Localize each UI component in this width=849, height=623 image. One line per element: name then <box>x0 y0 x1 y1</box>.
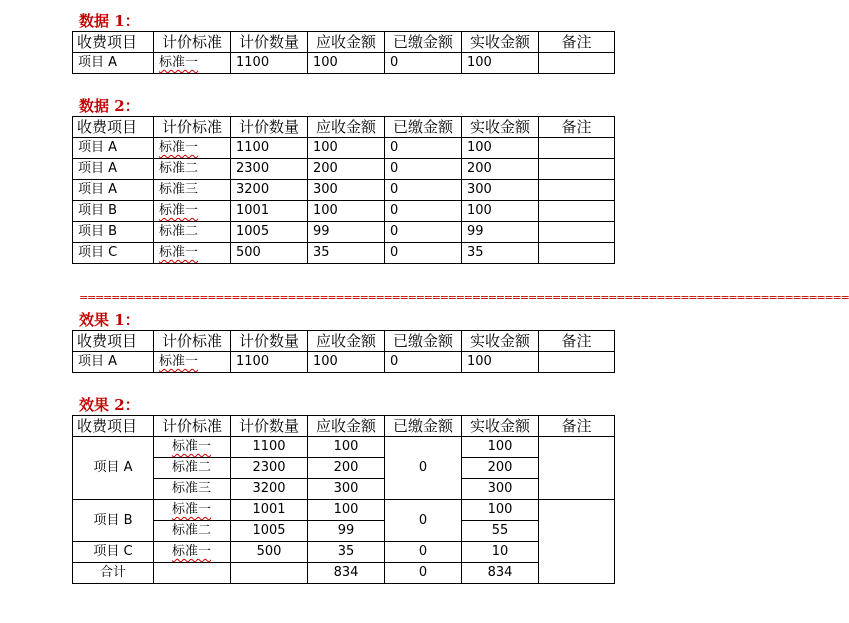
table-row <box>73 201 615 222</box>
header-cell: 应收金额 <box>308 117 385 138</box>
cell-standard: 标准二 <box>154 222 231 243</box>
cell-standard: 标准一 <box>154 437 231 458</box>
effect2-label: 效果 2： <box>79 396 140 414</box>
effect2-table <box>72 415 615 584</box>
cell-item: 项目 A <box>73 138 154 159</box>
table-row <box>73 458 615 479</box>
cell-paid-merged: 0 <box>385 500 462 542</box>
header-cell: 计价数量 <box>231 331 308 352</box>
cell-item: 项目 C <box>73 542 154 563</box>
cell-due: 100 <box>308 201 385 222</box>
header-cell: 计价标准 <box>154 416 231 437</box>
cell-quantity: 3200 <box>231 479 308 500</box>
cell-quantity: 1100 <box>231 138 308 159</box>
cell-due: 300 <box>308 180 385 201</box>
cell-paid: 0 <box>385 138 462 159</box>
cell-standard: 标准一 <box>154 352 231 373</box>
cell-note <box>539 53 615 74</box>
cell-actual: 100 <box>462 500 539 521</box>
header-cell: 已缴金额 <box>385 416 462 437</box>
cell-standard: 标准二 <box>154 159 231 180</box>
cell-quantity <box>231 563 308 584</box>
cell-due: 200 <box>308 458 385 479</box>
header-cell: 计价数量 <box>231 416 308 437</box>
header-cell: 实收金额 <box>462 416 539 437</box>
header-cell: 已缴金额 <box>385 117 462 138</box>
cell-standard: 标准二 <box>154 521 231 542</box>
cell-paid-merged: 0 <box>385 437 462 500</box>
cell-due: 300 <box>308 479 385 500</box>
cell-due: 100 <box>308 53 385 74</box>
cell-item: 项目 A <box>73 159 154 180</box>
table-row <box>73 243 615 264</box>
cell-actual: 100 <box>462 53 539 74</box>
cell-quantity: 2300 <box>231 159 308 180</box>
cell-item: 项目 A <box>73 180 154 201</box>
cell-paid: 0 <box>385 352 462 373</box>
header-cell: 收费项目 <box>73 32 154 53</box>
effect1-label: 效果 1： <box>79 311 140 329</box>
cell-actual: 300 <box>462 180 539 201</box>
cell-quantity: 2300 <box>231 458 308 479</box>
cell-paid: 0 <box>385 222 462 243</box>
table-row <box>73 53 615 74</box>
header-cell: 收费项目 <box>73 117 154 138</box>
cell-standard: 标准一 <box>154 138 231 159</box>
cell-paid: 0 <box>385 180 462 201</box>
table-header-row <box>73 331 615 352</box>
table-header-row <box>73 416 615 437</box>
cell-note <box>539 222 615 243</box>
total-paid: 0 <box>385 563 462 584</box>
cell-actual: 99 <box>462 222 539 243</box>
cell-note <box>539 138 615 159</box>
total-label: 合计 <box>73 563 154 584</box>
cell-item-merged: 项目 A <box>73 437 154 500</box>
table-row <box>73 500 615 521</box>
header-cell: 应收金额 <box>308 416 385 437</box>
table-row <box>73 352 615 373</box>
header-cell: 实收金额 <box>462 331 539 352</box>
table-row <box>73 159 615 180</box>
cell-paid: 0 <box>385 542 462 563</box>
cell-paid: 0 <box>385 243 462 264</box>
cell-quantity: 1005 <box>231 521 308 542</box>
cell-note <box>539 352 615 373</box>
cell-actual: 200 <box>462 458 539 479</box>
data1-table <box>72 31 615 74</box>
cell-note <box>539 180 615 201</box>
cell-standard: 标准一 <box>154 201 231 222</box>
header-cell: 计价数量 <box>231 32 308 53</box>
cell-due: 99 <box>308 222 385 243</box>
total-due: 834 <box>308 563 385 584</box>
header-cell: 备注 <box>539 331 615 352</box>
cell-due: 35 <box>308 542 385 563</box>
table-row <box>73 437 615 458</box>
cell-actual: 200 <box>462 159 539 180</box>
cell-actual: 55 <box>462 521 539 542</box>
data2-label: 数据 2： <box>79 97 140 115</box>
cell-due: 100 <box>308 352 385 373</box>
cell-standard: 标准三 <box>154 479 231 500</box>
header-cell: 应收金额 <box>308 32 385 53</box>
cell-actual: 10 <box>462 542 539 563</box>
cell-quantity: 1001 <box>231 500 308 521</box>
cell-item: 项目 B <box>73 201 154 222</box>
data1-label: 数据 1： <box>79 12 140 30</box>
table-row <box>73 542 615 563</box>
table-row <box>73 222 615 243</box>
cell-note-merged <box>539 500 615 584</box>
cell-standard <box>154 563 231 584</box>
header-cell: 计价数量 <box>231 117 308 138</box>
cell-due: 200 <box>308 159 385 180</box>
cell-actual: 100 <box>462 138 539 159</box>
cell-standard: 标准一 <box>154 542 231 563</box>
table-row <box>73 138 615 159</box>
cell-actual: 100 <box>462 437 539 458</box>
header-cell: 已缴金额 <box>385 331 462 352</box>
total-actual: 834 <box>462 563 539 584</box>
cell-standard: 标准二 <box>154 458 231 479</box>
cell-item: 项目 A <box>73 53 154 74</box>
header-cell: 收费项目 <box>73 331 154 352</box>
cell-standard: 标准三 <box>154 180 231 201</box>
cell-item: 项目 C <box>73 243 154 264</box>
cell-standard: 标准一 <box>154 243 231 264</box>
cell-quantity: 500 <box>231 243 308 264</box>
header-cell: 实收金额 <box>462 32 539 53</box>
header-cell: 应收金额 <box>308 331 385 352</box>
cell-due: 100 <box>308 437 385 458</box>
cell-item-merged: 项目 B <box>73 500 154 542</box>
header-cell: 备注 <box>539 416 615 437</box>
cell-actual: 100 <box>462 201 539 222</box>
header-cell: 计价标准 <box>154 32 231 53</box>
header-cell: 计价标准 <box>154 331 231 352</box>
cell-actual: 100 <box>462 352 539 373</box>
table-header-row <box>73 117 615 138</box>
cell-quantity: 1100 <box>231 352 308 373</box>
cell-standard: 标准一 <box>154 500 231 521</box>
cell-note <box>539 201 615 222</box>
data2-table <box>72 116 615 264</box>
cell-actual: 300 <box>462 479 539 500</box>
cell-item: 项目 A <box>73 352 154 373</box>
cell-due: 99 <box>308 521 385 542</box>
cell-paid: 0 <box>385 159 462 180</box>
header-cell: 实收金额 <box>462 117 539 138</box>
cell-due: 100 <box>308 138 385 159</box>
cell-note <box>539 243 615 264</box>
table-row <box>73 479 615 500</box>
header-cell: 计价标准 <box>154 117 231 138</box>
header-cell: 收费项目 <box>73 416 154 437</box>
cell-quantity: 1005 <box>231 222 308 243</box>
cell-note-merged <box>539 437 615 500</box>
cell-quantity: 1100 <box>231 53 308 74</box>
cell-note <box>539 159 615 180</box>
header-cell: 备注 <box>539 117 615 138</box>
cell-due: 100 <box>308 500 385 521</box>
cell-due: 35 <box>308 243 385 264</box>
table-header-row <box>73 32 615 53</box>
cell-quantity: 1100 <box>231 437 308 458</box>
separator-line: ================================================================================================ <box>79 291 849 304</box>
cell-paid: 0 <box>385 53 462 74</box>
cell-paid: 0 <box>385 201 462 222</box>
total-row <box>73 563 615 584</box>
table-row <box>73 180 615 201</box>
cell-quantity: 1001 <box>231 201 308 222</box>
cell-item: 项目 B <box>73 222 154 243</box>
effect1-table <box>72 330 615 373</box>
cell-quantity: 3200 <box>231 180 308 201</box>
header-cell: 备注 <box>539 32 615 53</box>
cell-actual: 35 <box>462 243 539 264</box>
cell-standard: 标准一 <box>154 53 231 74</box>
header-cell: 已缴金额 <box>385 32 462 53</box>
table-row <box>73 521 615 542</box>
cell-quantity: 500 <box>231 542 308 563</box>
